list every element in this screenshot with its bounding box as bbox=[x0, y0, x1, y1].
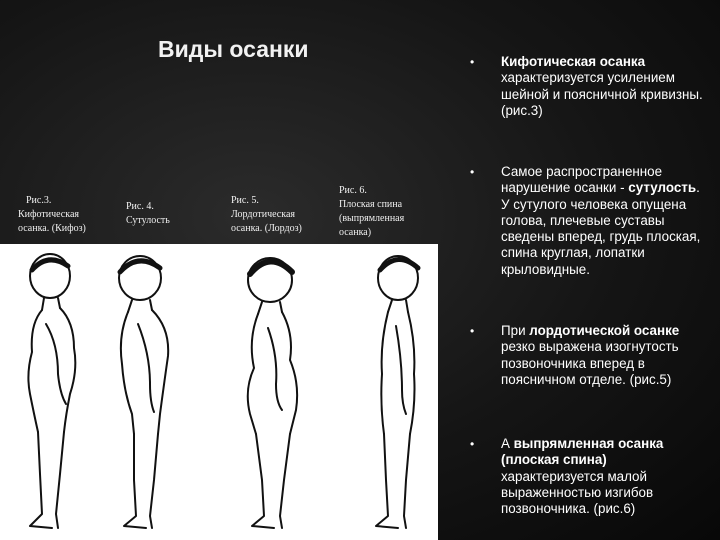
bold-text: лордотической осанке bbox=[529, 323, 680, 338]
caption-line: Рис. 6. bbox=[339, 185, 367, 196]
caption-line: Кифотическая bbox=[18, 209, 79, 220]
bullet-dot: • bbox=[470, 437, 475, 451]
text: При bbox=[501, 323, 530, 338]
caption-line: Плоская спина bbox=[339, 199, 403, 210]
bullet-dot: • bbox=[470, 324, 475, 338]
caption-line: Сутулость bbox=[126, 215, 170, 226]
bold-text: выпрямленная осанка (плоская спина) bbox=[501, 436, 664, 468]
posture-illustration bbox=[0, 244, 438, 540]
bold-text: Кифотическая осанка bbox=[501, 54, 646, 69]
caption-fig3 bbox=[18, 194, 86, 236]
caption-fig6 bbox=[339, 184, 404, 240]
list-item-text bbox=[501, 54, 706, 119]
figure-lordotic bbox=[248, 258, 297, 528]
text: резко выражена изогнутость позвоночника вперед в поясничном отделе. (рис.5) bbox=[501, 339, 679, 387]
text: характеризуется усилением шейной и поясничной кривизны.(рис.3) bbox=[501, 70, 703, 118]
figure-flat-back bbox=[376, 256, 418, 528]
text: А bbox=[501, 436, 514, 451]
caption-line: Рис. 4. bbox=[126, 201, 154, 212]
caption-line: осанка. (Кифоз) bbox=[18, 223, 86, 234]
slide-title: Виды осанки bbox=[158, 36, 309, 62]
caption-line: осанка) bbox=[339, 227, 372, 238]
text: характеризуется малой выраженностью изгибов позвоночника. (рис.6) bbox=[501, 468, 654, 517]
caption-fig4 bbox=[126, 200, 170, 228]
caption-line: (выпрямленная bbox=[339, 213, 405, 224]
caption-fig5 bbox=[231, 194, 302, 236]
text: . У сутулого человека опущена голова, плечевые суставы сведены вперед, грудь плоская, спина круглая, лопатки крыловидные. bbox=[501, 180, 701, 277]
list-item-text bbox=[501, 323, 706, 388]
figure-kyphotic bbox=[28, 254, 75, 528]
bold-text: сутулость bbox=[628, 180, 697, 196]
figure-stooped bbox=[119, 256, 168, 528]
caption-line: осанка. (Лордоз) bbox=[231, 223, 302, 234]
bullet-dot: • bbox=[470, 165, 475, 179]
caption-line: Рис. 5. bbox=[231, 195, 259, 206]
text: Самое распространенное нарушение осанки - bbox=[501, 164, 663, 196]
caption-line: Лордотическая bbox=[231, 209, 295, 220]
bullet-dot: • bbox=[470, 55, 475, 69]
list-item-text bbox=[501, 164, 706, 278]
caption-line: Рис.3. bbox=[26, 195, 52, 206]
list-item-text bbox=[501, 436, 706, 517]
